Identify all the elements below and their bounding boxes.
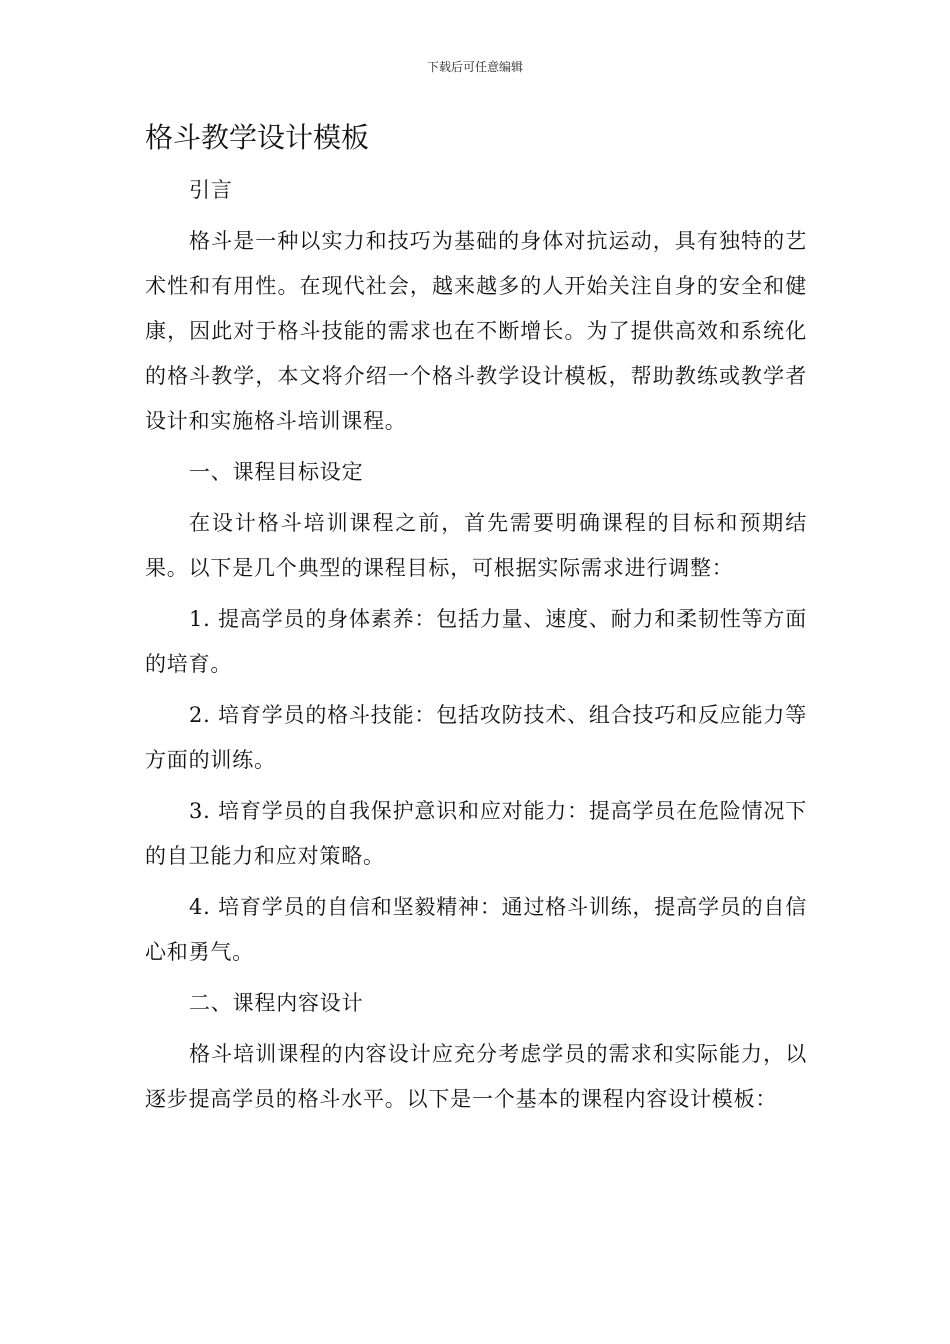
- document-body: [145, 168, 807, 1122]
- intro-heading: 引言: [189, 178, 233, 202]
- section2-paragraph: 格斗培训课程的内容设计应充分考虑学员的需求和实际能力，以逐步提高学员的格斗水平。以下是一个基本的课程内容设计模板：: [145, 1042, 807, 1111]
- goal-item-3: 3. 培育学员的自我保护意识和应对能力：提高学员在危险情况下的自卫能力和应对策略。: [145, 799, 807, 868]
- goal-item-4: 4. 培育学员的自信和坚毅精神：通过格斗训练，提高学员的自信心和勇气。: [145, 895, 807, 964]
- section2-heading: 二、课程内容设计: [189, 991, 364, 1015]
- header-note: 下载后可任意编辑: [426, 60, 523, 74]
- goal-item-1: 1. 提高学员的身体素养：包括力量、速度、耐力和柔韧性等方面的培育。: [145, 607, 807, 676]
- goal-item-2: 2. 培育学员的格斗技能：包括攻防技术、组合技巧和反应能力等方面的训练。: [145, 703, 807, 772]
- intro-paragraph: 格斗是一种以实力和技巧为基础的身体对抗运动，具有独特的艺术性和有用性。在现代社会，越来越多的人开始关注自身的安全和健康，因此对于格斗技能的需求也在不断增长。为了提供高效和系统化的格斗教学，本文将介绍一个格斗教学设计模板，帮助教练或教学者设计和实施格斗培训课程。: [145, 229, 807, 433]
- section1-heading: 一、课程目标设定: [189, 460, 364, 484]
- section1-paragraph: 在设计格斗培训课程之前，首先需要明确课程的目标和预期结果。以下是几个典型的课程目标，可根据实际需求进行调整：: [145, 511, 807, 580]
- document-title: 格斗教学设计模板: [145, 121, 370, 154]
